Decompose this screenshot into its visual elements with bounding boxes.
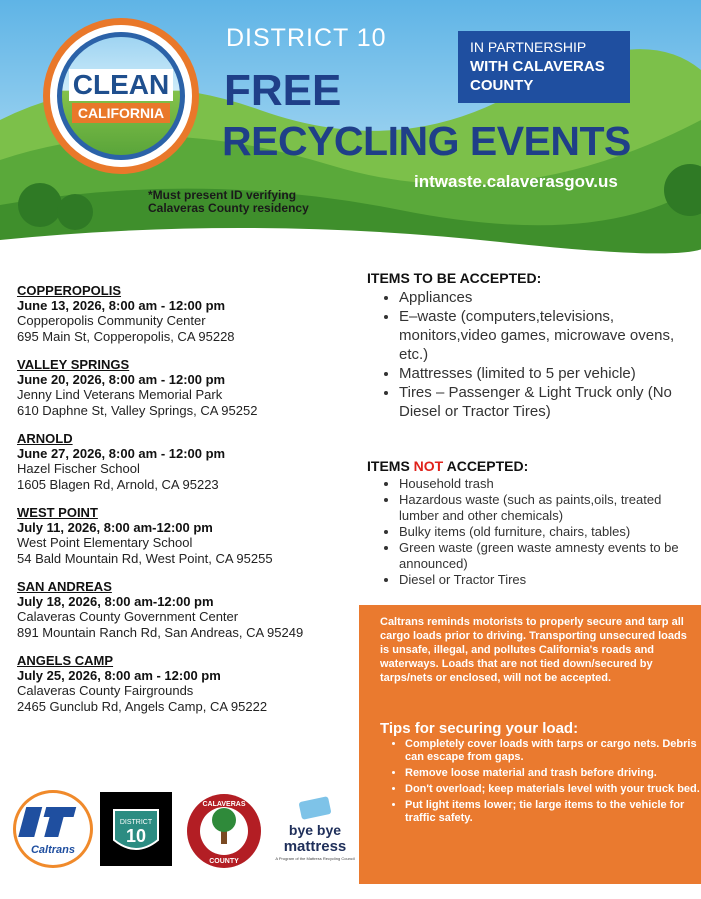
event-item <box>17 505 352 567</box>
event-city: SAN ANDREAS <box>17 579 112 594</box>
partner-line-3: COUNTY <box>470 77 534 94</box>
tips-list <box>379 738 701 828</box>
list-item: • Appliances <box>399 288 697 307</box>
event-item <box>17 431 352 493</box>
free-heading: FREE <box>224 66 342 115</box>
event-city: ANGELS CAMP <box>17 653 114 668</box>
bye-bye-mattress-logo <box>270 793 360 867</box>
event-address: 54 Bald Mountain Rd, West Point, CA 95255 <box>17 551 273 566</box>
list-item: • Household trash <box>399 476 697 492</box>
event-city: ARNOLD <box>17 431 73 446</box>
event-date: July 25, 2026, 8:00 am - 12:00 pm <box>17 668 221 683</box>
list-item: • Mattresses (limited to 5 per vehicle) <box>399 364 697 383</box>
calaveras-county-seal <box>187 794 261 868</box>
id-note <box>148 189 309 215</box>
notice-text: Caltrans reminds motorists to properly secure and tarp all cargo loads prior to driving. Transporting unsecured loads is unsafe, illegal, and pollutes California's roads and waterways. Loads that are not tied down/secured by tarps/nets or enclosed, will not be accepted. <box>380 616 687 684</box>
logo-california-text: CALIFORNIA <box>72 103 170 123</box>
id-note-line-2: Calaveras County residency <box>148 201 309 215</box>
caltrans-text: Caltrans <box>30 844 76 856</box>
id-note-line-1: *Must present ID verifying <box>148 188 297 202</box>
partner-line-2: WITH CALAVERAS <box>470 58 605 75</box>
event-date: July 18, 2026, 8:00 am-12:00 pm <box>17 594 214 609</box>
list-item: • E–waste (computers,televisions, monitors,video games, microwave ovens, etc.) <box>399 307 697 364</box>
event-venue: Copperopolis Community Center <box>17 313 206 328</box>
title-pre: ITEMS <box>367 458 414 474</box>
event-address: 891 Mountain Ranch Rd, San Andreas, CA 95249 <box>17 625 304 640</box>
event-venue: Hazel Fischer School <box>17 461 140 476</box>
event-item <box>17 579 352 641</box>
event-address: 610 Daphne St, Valley Springs, CA 95252 <box>17 403 258 418</box>
list-item: • Put light items lower; tie large items to the vehicle for traffic safety. <box>405 799 701 825</box>
event-address: 2465 Gunclub Rd, Angels Camp, CA 95222 <box>17 699 268 714</box>
byebye-line-1: bye bye <box>288 822 342 838</box>
list-item: • Remove loose material and trash before driving. <box>405 767 701 780</box>
clean-california-logo <box>43 18 199 174</box>
hero-banner <box>0 0 701 262</box>
list-item: • Tires – Passenger & Light Truck only (No Diesel or Tractor Tires) <box>399 383 697 421</box>
list-item: • Green waste (green waste amnesty events to be announced) <box>399 540 697 572</box>
partner-line-1: IN PARTNERSHIP <box>470 39 587 55</box>
not-accepted-title <box>367 458 697 474</box>
event-item <box>17 357 352 419</box>
page-title: RECYCLING EVENTS <box>222 118 631 164</box>
event-item <box>17 653 352 715</box>
logo-clean-text: CLEAN <box>69 69 173 101</box>
tips-title: Tips for securing your load: <box>380 720 579 737</box>
load-safety-notice <box>359 605 701 884</box>
district-word: DISTRICT <box>119 819 153 826</box>
accepted-title: ITEMS TO BE ACCEPTED: <box>367 270 542 286</box>
district-10-logo <box>100 792 172 866</box>
event-city: WEST POINT <box>17 505 98 520</box>
list-item: • Don't overload; keep materials level with your truck bed. <box>405 783 701 796</box>
event-list <box>17 283 352 727</box>
event-date: June 13, 2026, 8:00 am - 12:00 pm <box>17 298 226 313</box>
district-number: 10 <box>125 826 147 846</box>
event-address: 1605 Blagen Rd, Arnold, CA 95223 <box>17 477 219 492</box>
event-address: 695 Main St, Copperopolis, CA 95228 <box>17 329 235 344</box>
title-post: ACCEPTED: <box>443 458 529 474</box>
not-word: NOT <box>413 458 444 474</box>
event-item <box>17 283 352 345</box>
county-bottom-text: COUNTY <box>209 858 239 865</box>
accepted-list <box>367 288 697 421</box>
district-label: DISTRICT 10 <box>226 24 387 52</box>
list-item: • Bulky items (old furniture, chairs, tables) <box>399 524 697 540</box>
partnership-box <box>458 31 630 103</box>
list-item: • Diesel or Tractor Tires <box>399 572 697 588</box>
event-venue: Jenny Lind Veterans Memorial Park <box>17 387 223 402</box>
list-item: • Completely cover loads with tarps or cargo nets. Debris can escape from gaps. <box>405 738 701 764</box>
caltrans-logo <box>13 790 93 868</box>
event-venue: Calaveras County Government Center <box>17 609 239 624</box>
not-accepted-list <box>367 476 697 588</box>
event-venue: West Point Elementary School <box>17 535 193 550</box>
event-venue: Calaveras County Fairgrounds <box>17 683 194 698</box>
event-date: June 27, 2026, 8:00 am - 12:00 pm <box>17 446 226 461</box>
accepted-section <box>367 270 697 421</box>
event-date: June 20, 2026, 8:00 am - 12:00 pm <box>17 372 226 387</box>
byebye-small-print: A Program of the Mattress Recycling Council <box>275 856 355 861</box>
not-accepted-section <box>367 458 697 588</box>
website-link[interactable]: intwaste.calaverasgov.us <box>414 172 618 191</box>
event-city: COPPEROPOLIS <box>17 283 122 298</box>
byebye-line-2: mattress <box>283 838 347 855</box>
list-item: • Hazardous waste (such as paints,oils, treated lumber and other chemicals) <box>399 492 697 524</box>
event-date: July 11, 2026, 8:00 am-12:00 pm <box>17 520 213 535</box>
event-city: VALLEY SPRINGS <box>17 357 130 372</box>
county-top-text: CALAVERAS <box>202 801 246 808</box>
